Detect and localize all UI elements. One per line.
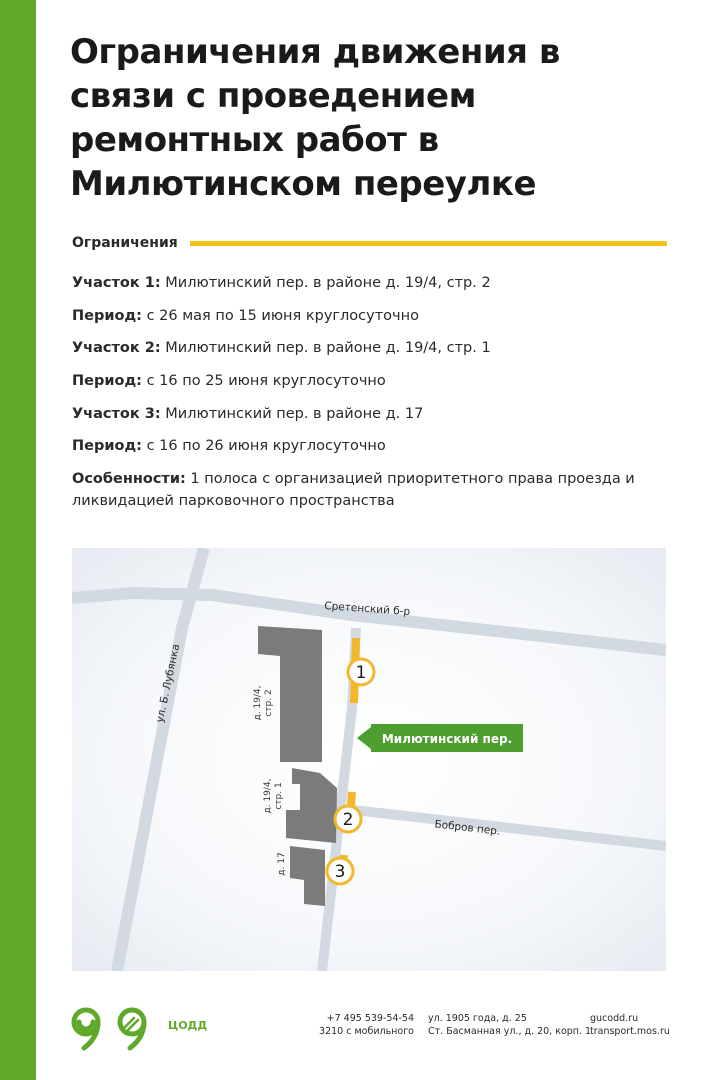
- street-label-lubyanka: ул. Б. Лубянка: [153, 642, 183, 724]
- info-key: Период:: [72, 438, 142, 455]
- footer-address: ул. 1905 года, д. 25: [428, 1013, 527, 1024]
- section-divider: [190, 241, 667, 246]
- info-row-features: [72, 468, 672, 512]
- info-key: Период:: [72, 307, 142, 324]
- codd-logo-icon: [70, 1000, 166, 1052]
- callout-label: Милютинский пер.: [381, 732, 513, 746]
- section-label: Ограничения: [72, 235, 178, 251]
- building-label: д. 19/4,: [253, 685, 263, 721]
- info-row-period-1: [72, 305, 672, 327]
- street-label-bobrov: Бобров пер.: [433, 818, 501, 838]
- info-key: Период:: [72, 373, 142, 390]
- building-label: стр. 2: [264, 689, 274, 717]
- info-row-period-3: [72, 435, 672, 457]
- map-svg: [72, 548, 666, 971]
- info-value: Милютинский пер. в районе д. 17: [160, 405, 424, 422]
- footer-site-link[interactable]: gucodd.ru: [590, 1013, 639, 1024]
- info-row-section-2: [72, 337, 672, 359]
- marker-2-label: 2: [342, 810, 354, 830]
- info-key: Особенности:: [72, 471, 186, 488]
- info-key: Участок 1:: [72, 275, 161, 291]
- info-value: с 26 мая по 15 июня круглосуточно: [141, 307, 419, 324]
- info-row-section-1: [72, 272, 672, 294]
- footer-sites: [590, 1012, 670, 1038]
- info-value: 1 полоса с организацией приоритетного права проезда и ликвидацией парковочного пространства: [72, 471, 635, 510]
- footer-phone[interactable]: +7 495 539-54-54: [326, 1013, 414, 1024]
- section-header: [72, 232, 667, 254]
- info-value: с 16 по 26 июня круглосуточно: [141, 438, 386, 455]
- footer-phone-mobile: 3210 с мобильного: [319, 1026, 414, 1037]
- info-row-section-3: [72, 403, 672, 425]
- logo-text: ЦОДД: [168, 1019, 208, 1032]
- info-key: Участок 3:: [72, 405, 161, 422]
- footer-address: Ст. Басманная ул., д. 20, корп. 1: [428, 1026, 592, 1037]
- building-label: д. 19/4,: [263, 778, 273, 814]
- restrictions-list: [72, 272, 672, 523]
- building-label: д. 17: [277, 852, 287, 876]
- footer-phones: [318, 1012, 414, 1038]
- building-label: стр. 1: [274, 782, 284, 810]
- info-value: Милютинский пер. в районе д. 19/4, стр. 2: [160, 275, 491, 291]
- footer: [0, 1000, 720, 1060]
- footer-site-link[interactable]: transport.mos.ru: [590, 1026, 670, 1037]
- green-side-stripe: [0, 0, 36, 1080]
- marker-3-label: 3: [334, 862, 346, 882]
- info-key: Участок 2:: [72, 340, 161, 357]
- street-label-sretensky: Сретенский б-р: [323, 600, 411, 618]
- info-value: Милютинский пер. в районе д. 19/4, стр. 1: [160, 340, 491, 357]
- info-row-period-2: [72, 370, 672, 392]
- info-value: с 16 по 25 июня круглосуточно: [141, 373, 386, 390]
- map: [72, 548, 666, 971]
- street-callout-milyutinsky: [357, 724, 523, 752]
- footer-addresses: [428, 1012, 591, 1038]
- marker-1-label: 1: [355, 663, 367, 683]
- page-title: Ограничения движения в связи с проведением ремонтных работ в Милютинском переулке: [70, 32, 560, 204]
